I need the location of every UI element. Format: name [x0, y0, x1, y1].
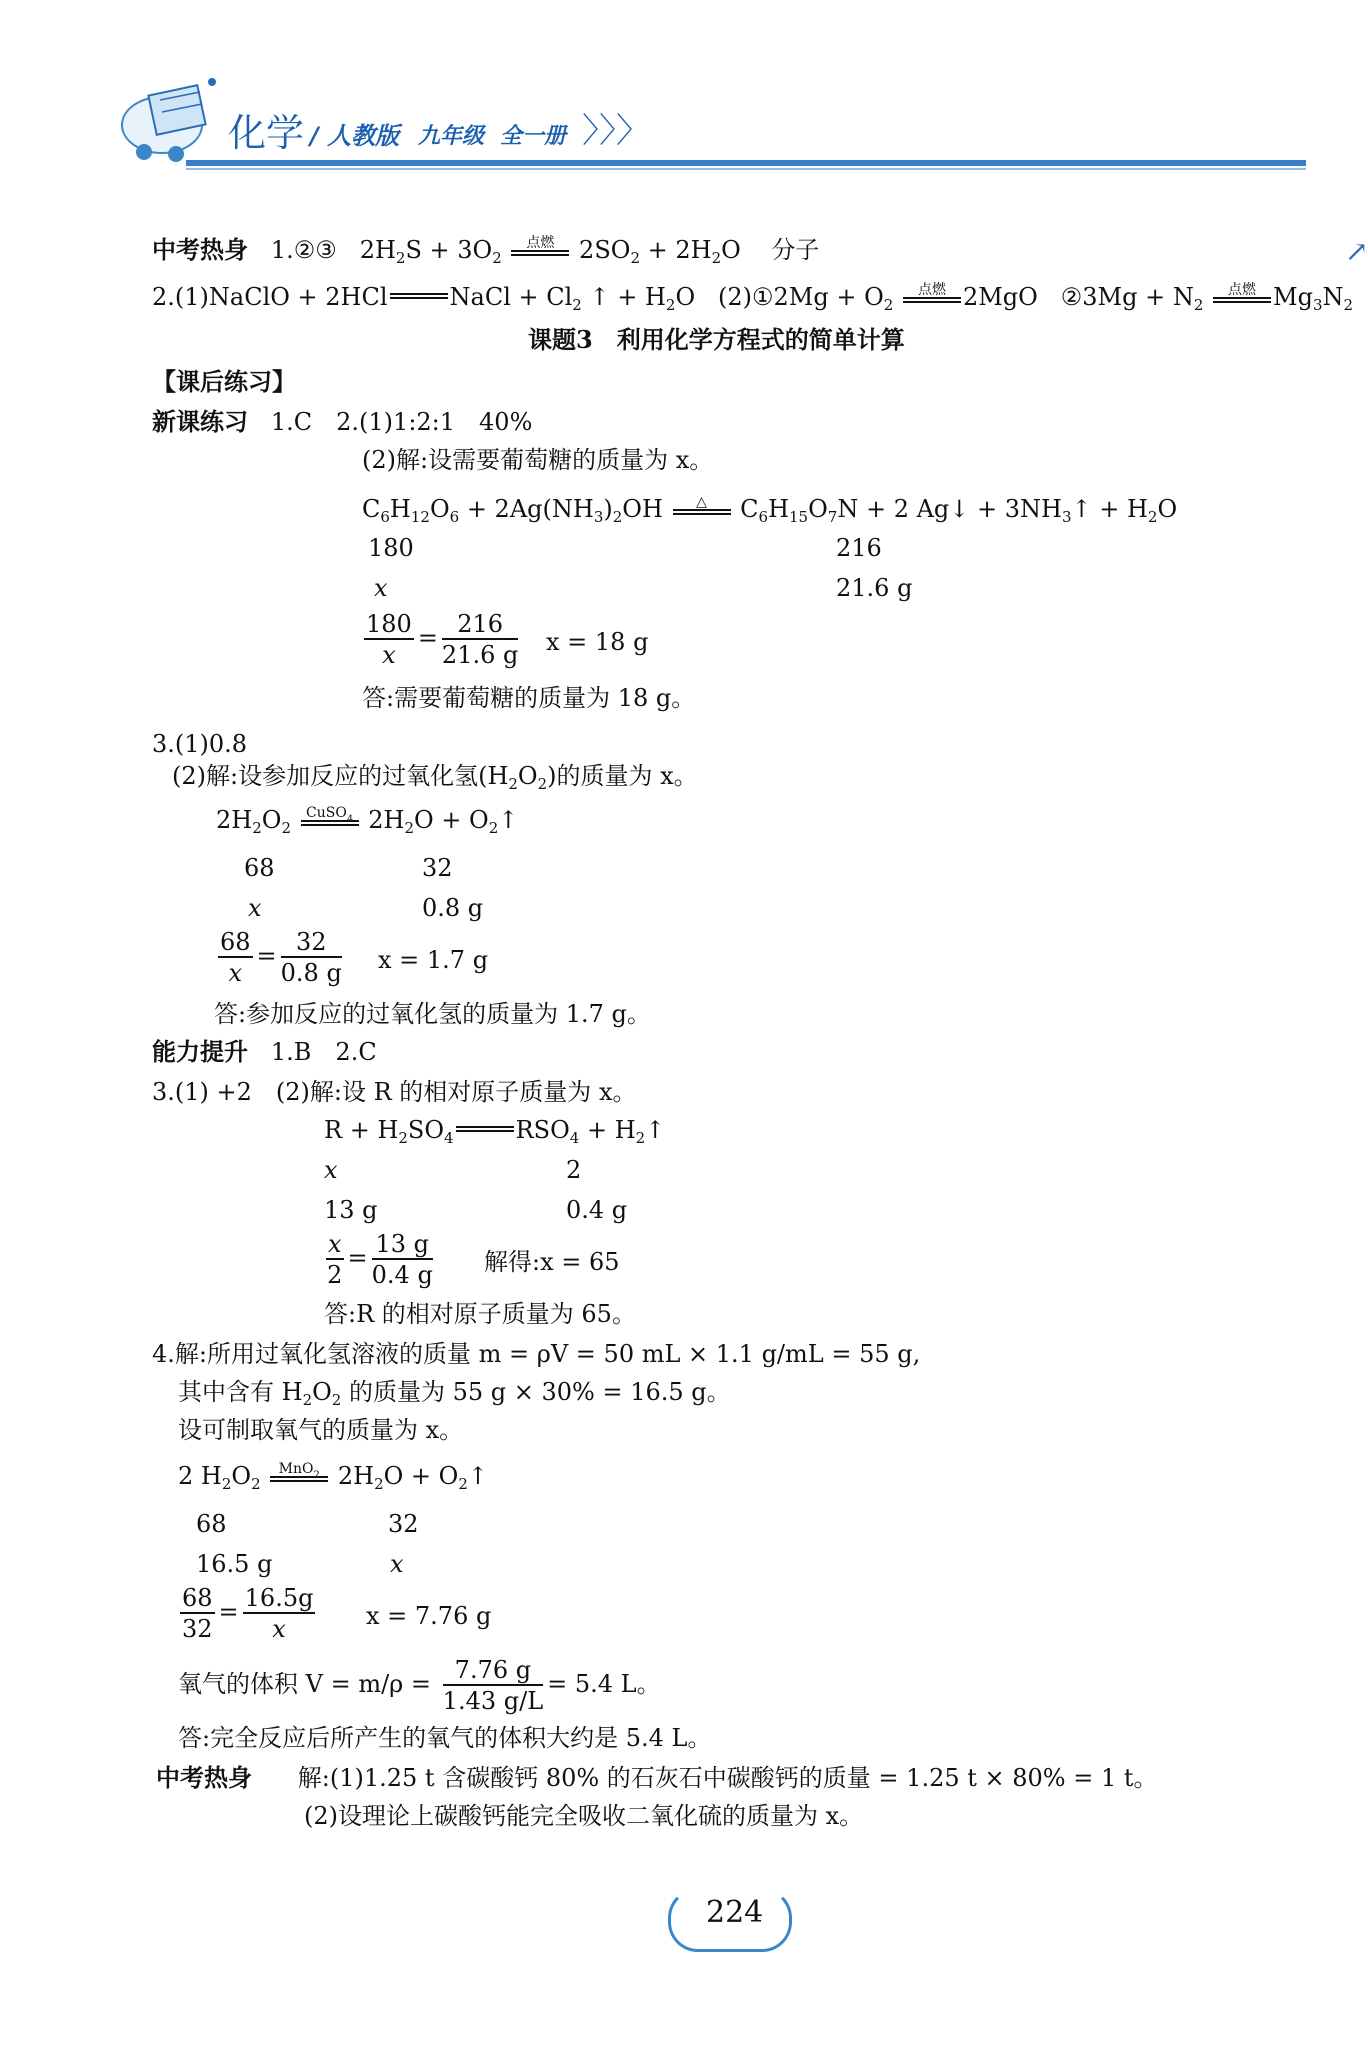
q4-line2: 其中含有 $H_2O_2$ 的质量为 55 g × 30% = 16.5 g。: [178, 1378, 731, 1409]
q3-mass-1: 68: [244, 854, 275, 882]
header-rule-thin: [186, 168, 1306, 170]
label-zhongkao-2: 中考热身: [156, 1763, 252, 1792]
frac-den: 0.4 g: [371, 1261, 433, 1289]
eq-nacl: NaCl + Cl: [449, 283, 573, 311]
q4-value-1: 16.5 g: [196, 1550, 273, 1578]
answer-choice: 1.②③: [270, 236, 337, 264]
frac-den: x: [228, 959, 243, 987]
q3-mass-2: 32: [422, 854, 453, 882]
r3-value-1: 13 g: [324, 1196, 378, 1224]
frac-num: x: [328, 1230, 342, 1258]
header-subject: 化学: [228, 111, 305, 155]
q3-setup: (2)解:设参加反应的过氧化氢$(H_2O_2)$的质量为 x。: [172, 762, 698, 793]
q2-proportion: $\frac{180}{x}$ = $\frac{216}{21.6 g}$: [366, 610, 519, 669]
q4-line3: 设可制取氧气的质量为 x。: [178, 1416, 464, 1444]
q4-volume-a: 氧气的体积 V = m/ρ =: [178, 1670, 432, 1698]
r3-equation: $R + H_2SO_4$ $RSO_4$ + $H_2↑$: [324, 1116, 666, 1147]
q2-value: 21.6 g: [836, 574, 913, 602]
frac-num: 180: [366, 610, 412, 638]
answer-xk: 1.C 2.(1)1:2:1 40%: [270, 408, 533, 436]
r3-proportion: $\frac{x}{2}$ = $\frac{13 g}{0.4 g}$: [327, 1230, 433, 1289]
header-grade: 九年级: [418, 124, 485, 149]
q4-volume: [178, 1658, 661, 1713]
answer-line-zk3: [156, 1763, 1158, 1792]
header-logo: [112, 70, 222, 165]
frac-num: 68: [182, 1584, 213, 1612]
condition-ignite: 点燃: [1228, 282, 1257, 298]
edition-text: 人教版: [327, 122, 400, 150]
q3-setup-a: (2)解:设参加反应的过氧化氢(H: [172, 762, 509, 790]
q2-x: x: [374, 574, 388, 602]
frac-den: x: [382, 641, 396, 669]
zk3-line1: 解:(1)1.25 t 含碳酸钙 80% 的石灰石中碳酸钙的质量 = 1.25 t × 80% = 1 t。: [297, 1764, 1158, 1792]
answer-line-zk1: 中考热身 1.②③ $2H_2S + 3O_2$ 点燃 $2SO_2 + 2H_2O$ 分子: [152, 235, 820, 267]
condition-heat: △: [696, 494, 707, 510]
q2-result: x = 18 g: [546, 628, 649, 656]
q4-mass-1: 68: [196, 1510, 227, 1538]
q2-equation: $C_6H_{12}O_6 + 2Ag(NH_3)_2OH$ △ $C_6H_{15}O_7N + 2$ Ag↓ + $3NH_3↑ + H_2O$: [362, 494, 1178, 526]
eq-mgo: 2MgO: [962, 283, 1038, 311]
answer-line-nl: [152, 1037, 377, 1066]
condition-ignite: 点燃: [917, 282, 946, 298]
eq-mg-o2: (2)①2Mg + O: [718, 283, 884, 311]
q4-mass-2: 32: [388, 1510, 419, 1538]
q2-setup: (2)解:设需要葡萄糖的质量为 x。: [362, 446, 714, 474]
section-heading: 【课后练习】: [152, 367, 296, 396]
eq-mg3n2: Mg: [1273, 283, 1313, 311]
header-volume: 全一册: [500, 124, 567, 149]
q3-result: x = 1.7 g: [378, 946, 489, 974]
r3-answer: 答:R 的相对原子质量为 65。: [324, 1300, 636, 1328]
q3-value: 0.8 g: [422, 894, 484, 922]
frac-den: 1.43 g/L: [442, 1687, 544, 1715]
frac-num: 13 g: [372, 1232, 433, 1260]
frac-num: 32: [281, 930, 342, 958]
answer-molecule: 分子: [771, 236, 820, 264]
q2-answer: 答:需要葡萄糖的质量为 18 g。: [362, 684, 696, 712]
r3-result: 解得:x = 65: [484, 1248, 620, 1276]
eq-mg-n2: ②3Mg + N: [1060, 283, 1194, 311]
r3-setup: 3.(1) +2 (2)解:设 R 的相对原子质量为 x。: [152, 1078, 637, 1106]
q3-proportion: $\frac{68}{x}$ = $\frac{32}{0.8 g}$: [220, 928, 342, 987]
frac-den: 32: [182, 1615, 213, 1643]
q4-volume-b: = 5.4 L。: [547, 1670, 661, 1698]
header-edition: / 人教版: [310, 122, 400, 150]
edge-mark-icon: ↗: [1345, 235, 1368, 268]
q3-setup-b: )的质量为 x。: [547, 762, 698, 790]
answer-line-zk2: 2.(1)NaClO + 2HCl NaCl + $Cl_2$ ↑ + $H_2O$ (2)①2Mg + $O_2$ 点燃 2MgO ②3Mg + $N_2$ 点燃 $Mg_3N_2$: [152, 282, 1354, 314]
q4-line2-a: 其中含有 H: [178, 1378, 303, 1406]
frac-den: 21.6 g: [441, 641, 519, 669]
r3-mass-2: 2: [566, 1156, 582, 1184]
answer-nl: 1.B 2.C: [270, 1038, 377, 1066]
label-xinke: 新课练习: [152, 407, 248, 436]
q2-mass-2: 216: [836, 534, 882, 562]
condition-ignite: 点燃: [526, 235, 555, 251]
q4-line1: 4.解:所用过氧化氢溶液的质量 m = ρV = 50 mL × 1.1 g/mL = 55 g,: [152, 1340, 921, 1368]
eq-h2o: ↑ + H: [589, 283, 666, 311]
q4-line2-b: 的质量为 55 g × 30% = 16.5 g。: [348, 1378, 731, 1406]
frac-den: 2: [327, 1261, 343, 1289]
frac-num: 7.76 g: [443, 1658, 543, 1686]
frac-den: x: [272, 1615, 286, 1643]
q4-proportion: $\frac{68}{32}$ = $\frac{16.5g}{x}$: [182, 1584, 314, 1643]
q3-part1: 3.(1)0.8: [152, 730, 248, 758]
q4-equation: 2 $H_2O_2$ MnO$_2$ $2H_2O$ + $O_2↑$: [178, 1461, 488, 1493]
r3-value-2: 0.4 g: [566, 1196, 628, 1224]
label-zhongkao: 中考热身: [152, 235, 248, 264]
q2-mass-1: 180: [368, 534, 414, 562]
r3-mass-1: x: [324, 1156, 338, 1184]
label-nengli: 能力提升: [152, 1037, 248, 1066]
header-rule: [186, 160, 1306, 166]
frac-den: 0.8 g: [280, 959, 342, 987]
q3-answer: 答:参加反应的过氧化氢的质量为 1.7 g。: [214, 1000, 651, 1028]
condition-cuso4: CuSO: [306, 805, 347, 821]
frac-num: 16.5g: [244, 1584, 314, 1612]
frac-num: 216: [442, 612, 518, 640]
frac-num: 68: [220, 928, 251, 956]
condition-mno2: MnO: [278, 1461, 314, 1477]
q3-x: x: [248, 894, 262, 922]
q4-value-2: x: [390, 1550, 404, 1578]
topic-title: 课题3 利用化学方程式的简单计算: [528, 325, 905, 354]
header-arrows: 〉〉〉: [582, 111, 650, 151]
q3-equation: $2H_2O_2$ CuSO$_4$ $2H_2O$ + $O_2↑$: [216, 805, 519, 837]
page-number: 224: [706, 1895, 764, 1930]
zk3-line2: (2)设理论上碳酸钙能完全吸收二氧化硫的质量为 x。: [304, 1802, 864, 1830]
answer-line-xk: [152, 407, 533, 436]
eq-naclo: 2.(1)NaClO + 2HCl: [152, 283, 388, 311]
q4-result: x = 7.76 g: [366, 1602, 492, 1630]
q4-answer: 答:完全反应后所产生的氧气的体积大约是 5.4 L。: [178, 1724, 712, 1752]
